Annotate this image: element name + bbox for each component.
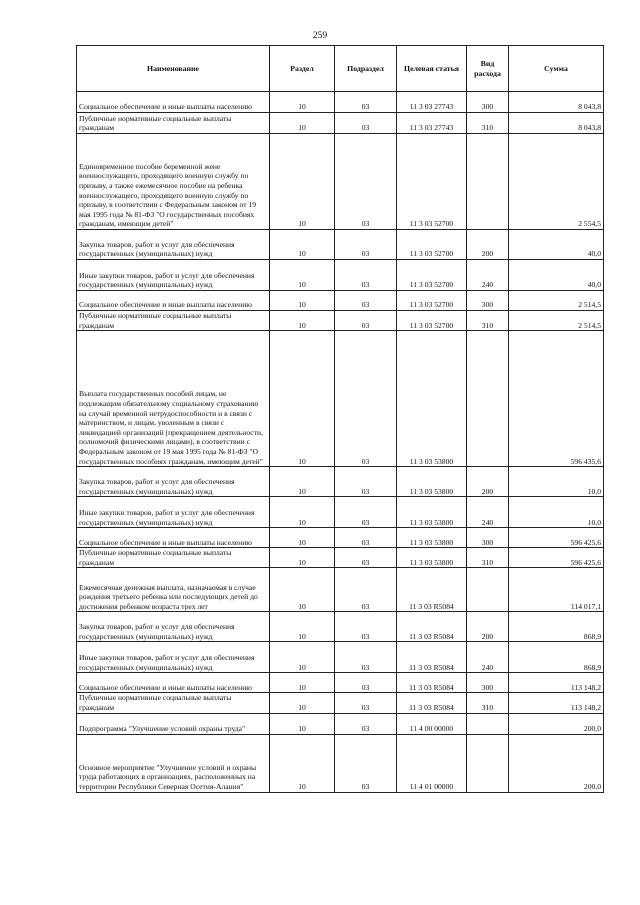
- row-section: 10: [270, 693, 335, 713]
- row-section: 10: [270, 92, 335, 113]
- row-name: Иные закупки товаров, работ и услуг для обеспечения государственных (муниципальных) нужд: [77, 497, 270, 528]
- row-sum: 8 043,8: [509, 92, 604, 113]
- table-row: [77, 311, 604, 331]
- row-subsection: 03: [335, 134, 397, 230]
- row-name: Закупка товаров, работ и услуг для обеспечения государственных (муниципальных) нужд: [77, 230, 270, 260]
- row-expense-type: [467, 331, 509, 467]
- table-row: [77, 528, 604, 548]
- page-number: 259: [312, 31, 328, 41]
- row-name: Единовременное пособие беременной жене военнослужащего, проходящего военную службу по призыву, а также ежемесячное пособие на ребенка военнослужащего, проходящего военную службу по призыву, в соответствии с Федеральным законом от 19 мая 1995 года № 81-ФЗ "О государственных пособиях гражданам, имеющим детей": [77, 134, 270, 230]
- row-expense-type: 240: [467, 260, 509, 291]
- table-row: [77, 467, 604, 497]
- row-section: 10: [270, 134, 335, 230]
- row-expense-type: [467, 713, 509, 734]
- table-row: [77, 497, 604, 528]
- row-name: Ежемесячная денежная выплата, назначаемая в случае рождения третьего ребенка или последующих детей до достижения ребенком возраста трех лет: [77, 568, 270, 612]
- row-subsection: 03: [335, 713, 397, 734]
- row-expense-type: 310: [467, 113, 509, 134]
- row-subsection: 03: [335, 673, 397, 693]
- row-name: Социальное обеспечение и иные выплаты населению: [77, 673, 270, 693]
- row-section: 10: [270, 612, 335, 642]
- row-sum: 868,9: [509, 642, 604, 673]
- row-sum: 596 425,6: [509, 548, 604, 568]
- row-section: 10: [270, 528, 335, 548]
- row-subsection: 03: [335, 734, 397, 792]
- row-section: 10: [270, 467, 335, 497]
- row-name: Подпрограмма "Улучшение условий охраны труда": [77, 713, 270, 734]
- row-sum: 114 017,1: [509, 568, 604, 612]
- row-expense-type: 300: [467, 673, 509, 693]
- row-section: 10: [270, 673, 335, 693]
- row-subsection: 03: [335, 331, 397, 467]
- row-target: 11 3 03 R5084: [397, 568, 467, 612]
- table-row: [77, 693, 604, 713]
- table-header-row: [77, 46, 604, 92]
- row-expense-type: [467, 134, 509, 230]
- header-subsection: Подраздел: [335, 46, 397, 92]
- row-target: 11 3 03 53800: [397, 331, 467, 467]
- row-sum: 596 425,6: [509, 528, 604, 548]
- row-expense-type: [467, 734, 509, 792]
- row-subsection: 03: [335, 548, 397, 568]
- row-name: Публичные нормативные социальные выплаты гражданам: [77, 693, 270, 713]
- row-sum: 868,9: [509, 612, 604, 642]
- row-target: 11 3 03 52700: [397, 311, 467, 331]
- row-sum: 200,0: [509, 734, 604, 792]
- row-subsection: 03: [335, 311, 397, 331]
- row-subsection: 03: [335, 467, 397, 497]
- row-target: 11 4 01 00000: [397, 734, 467, 792]
- row-sum: 8 043,8: [509, 113, 604, 134]
- row-expense-type: 240: [467, 642, 509, 673]
- row-subsection: 03: [335, 693, 397, 713]
- row-section: 10: [270, 734, 335, 792]
- row-name: Социальное обеспечение и иные выплаты населению: [77, 291, 270, 311]
- table-row: [77, 113, 604, 134]
- table-row: [77, 291, 604, 311]
- row-target: 11 3 03 52700: [397, 230, 467, 260]
- row-subsection: 03: [335, 528, 397, 548]
- row-expense-type: 310: [467, 311, 509, 331]
- row-name: Иные закупки товаров, работ и услуг для обеспечения государственных (муниципальных) нужд: [77, 642, 270, 673]
- row-target: 11 3 03 53800: [397, 467, 467, 497]
- row-expense-type: 300: [467, 528, 509, 548]
- row-name: Закупка товаров, работ и услуг для обеспечения государственных (муниципальных) нужд: [77, 612, 270, 642]
- row-subsection: 03: [335, 642, 397, 673]
- row-target: 11 3 03 R5084: [397, 642, 467, 673]
- row-section: 10: [270, 713, 335, 734]
- budget-table: [76, 45, 604, 793]
- row-subsection: 03: [335, 230, 397, 260]
- row-expense-type: 200: [467, 612, 509, 642]
- row-subsection: 03: [335, 568, 397, 612]
- row-section: 10: [270, 568, 335, 612]
- row-expense-type: 310: [467, 693, 509, 713]
- row-expense-type: 240: [467, 497, 509, 528]
- row-sum: 2 514,5: [509, 291, 604, 311]
- row-target: 11 3 03 R5084: [397, 673, 467, 693]
- row-sum: 113 148,2: [509, 673, 604, 693]
- row-name: Основное мероприятие "Улучшение условий и охраны труда работающих в организациях, расположенных на территории Республики Северная Осетия-Алания": [77, 734, 270, 792]
- row-sum: 113 148,2: [509, 693, 604, 713]
- row-name: Публичные нормативные социальные выплаты гражданам: [77, 311, 270, 331]
- table-row: [77, 230, 604, 260]
- table-row: [77, 713, 604, 734]
- row-expense-type: [467, 568, 509, 612]
- row-section: 10: [270, 331, 335, 467]
- row-name: Иные закупки товаров, работ и услуг для обеспечения государственных (муниципальных) нужд: [77, 260, 270, 291]
- row-target: 11 3 03 R5084: [397, 693, 467, 713]
- table-row: [77, 612, 604, 642]
- row-sum: 10,0: [509, 467, 604, 497]
- row-target: 11 4 00 00000: [397, 713, 467, 734]
- row-target: 11 3 03 52700: [397, 291, 467, 311]
- header-target: Целевая статья: [397, 46, 467, 92]
- row-sum: 2 554,5: [509, 134, 604, 230]
- row-target: 11 3 03 53800: [397, 497, 467, 528]
- row-target: 11 3 03 52700: [397, 134, 467, 230]
- row-sum: 40,0: [509, 230, 604, 260]
- row-name: Социальное обеспечение и иные выплаты населению: [77, 528, 270, 548]
- table-row: [77, 734, 604, 792]
- row-section: 10: [270, 642, 335, 673]
- row-sum: 200,0: [509, 713, 604, 734]
- table-row: [77, 260, 604, 291]
- row-expense-type: 300: [467, 291, 509, 311]
- row-sum: 596 435,6: [509, 331, 604, 467]
- row-expense-type: 300: [467, 92, 509, 113]
- header-section: Раздел: [270, 46, 335, 92]
- row-target: 11 3 03 27743: [397, 113, 467, 134]
- row-target: 11 3 03 52700: [397, 260, 467, 291]
- row-section: 10: [270, 230, 335, 260]
- header-sum: Сумма: [509, 46, 604, 92]
- row-expense-type: 200: [467, 230, 509, 260]
- table-row: [77, 548, 604, 568]
- row-sum: 40,0: [509, 260, 604, 291]
- row-subsection: 03: [335, 260, 397, 291]
- row-section: 10: [270, 260, 335, 291]
- row-subsection: 03: [335, 291, 397, 311]
- row-section: 10: [270, 291, 335, 311]
- table-row: [77, 568, 604, 612]
- row-name: Закупка товаров, работ и услуг для обеспечения государственных (муниципальных) нужд: [77, 467, 270, 497]
- row-name: Выплата государственных пособий лицам, не подлежащим обязательному социальному страхованию на случай временной нетрудоспособности и в связи с материнством, и лицам, уволенным в связи с ликвидацией организаций (прекращением деятельности, полномочий физическими лицами), в соответствии с Федеральным законом от 19 мая 1995 года № 81-ФЗ "О государственных пособиях гражданам, имеющим детей": [77, 331, 270, 467]
- table-row: [77, 92, 604, 113]
- row-section: 10: [270, 113, 335, 134]
- header-expense-type: Вид расхода: [467, 46, 509, 92]
- row-sum: 2 514,5: [509, 311, 604, 331]
- table-row: [77, 134, 604, 230]
- table-row: [77, 331, 604, 467]
- table-row: [77, 642, 604, 673]
- row-name: Публичные нормативные социальные выплаты гражданам: [77, 113, 270, 134]
- row-sum: 10,0: [509, 497, 604, 528]
- row-subsection: 03: [335, 612, 397, 642]
- row-section: 10: [270, 497, 335, 528]
- row-target: 11 3 03 53800: [397, 528, 467, 548]
- header-name: Наименование: [77, 46, 270, 92]
- row-target: 11 3 03 53800: [397, 548, 467, 568]
- table-row: [77, 673, 604, 693]
- row-subsection: 03: [335, 497, 397, 528]
- row-name: Публичные нормативные социальные выплаты гражданам: [77, 548, 270, 568]
- row-subsection: 03: [335, 92, 397, 113]
- row-subsection: 03: [335, 113, 397, 134]
- row-expense-type: 310: [467, 548, 509, 568]
- row-section: 10: [270, 548, 335, 568]
- row-target: 11 3 03 R5084: [397, 612, 467, 642]
- row-section: 10: [270, 311, 335, 331]
- row-target: 11 3 03 27743: [397, 92, 467, 113]
- row-expense-type: 200: [467, 467, 509, 497]
- row-name: Социальное обеспечение и иные выплаты населению: [77, 92, 270, 113]
